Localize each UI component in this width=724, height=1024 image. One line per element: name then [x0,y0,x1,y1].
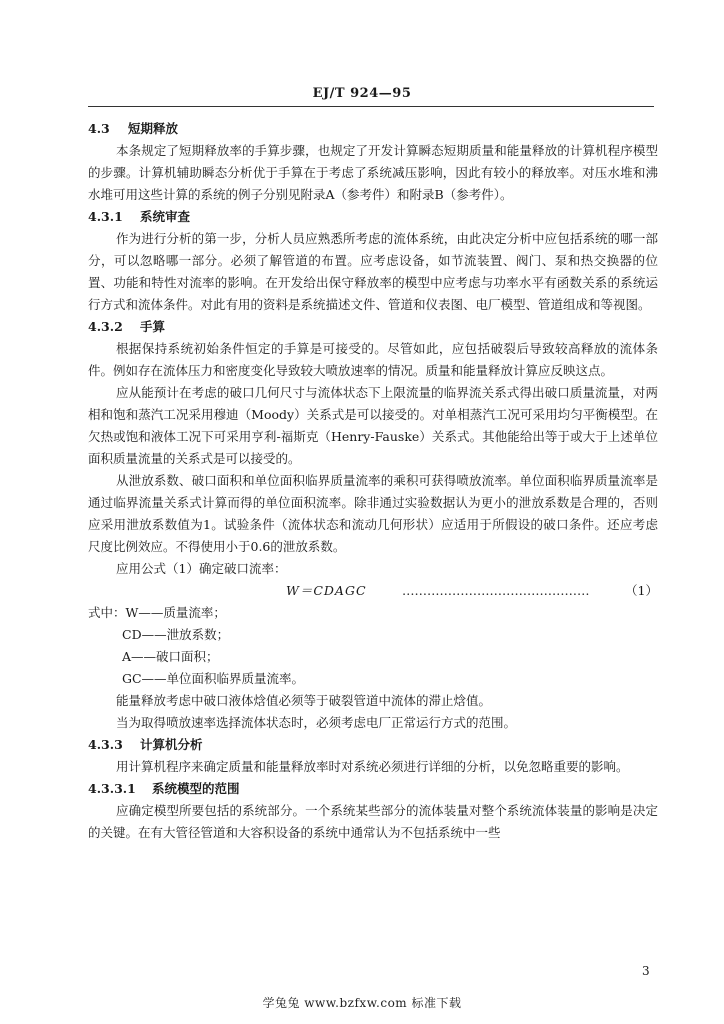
paragraph-formula-intro: 应用公式（1）确定破口流率： [116,561,287,576]
section-4-3-3-1-heading: 4.3.3.1 系统模型的范围 [88,781,240,796]
paragraph-4-3: 本条规定了短期释放率的手算步骤，也规定了开发计算瞬态短期质量和能量释放的计算机程序模型的步骤。计算机辅助瞬态分析优于手算在于考虑了系统减压影响，因此有较小的释放率。对压水堆和沸水堆可用这些计算的系统的例子分别见附录A（参考件）和附录B（参考件）。 [88,143,658,202]
formula-number: （1） [625,583,658,598]
header-rule [88,106,654,107]
definition-gc: GC——单位面积临界质量流率。 [122,671,305,686]
paragraph-4-3-3-1: 应确定模型所要包括的系统部分。一个系统某些部分的流体装量对整个系统流体装量的影响是决定的关键。在有大管径管道和大容积设备的系统中通常认为不包括系统中一些 [88,803,658,840]
definition-cd: CD——泄放系数； [122,627,230,642]
page-number: 3 [642,964,650,978]
section-4-3-2-heading: 4.3.2 手算 [88,319,166,334]
definition-w: 式中：W——质量流率； [88,605,226,620]
section-4-3-1-heading: 4.3.1 系统审查 [88,209,191,224]
paragraph-4-3-2-c: 从泄放系数、破口面积和单位面积临界质量流率的乘积可获得喷放流率。单位面积临界质量流率是通过临界流量关系式计算而得的单位面积流率。除非通过实验数据认为更小的泄放系数是合理的，否则应采用泄放系数值为1。试验条件（流体状态和流动几何形状）应适用于所假设的破口条件。还应考虑尺度比例效应。不得使用小于0.6的泄放系数。 [88,473,658,554]
watermark-footer: 学兔兔 www.bzfxw.com 标准下载 [262,996,462,1010]
formula-expression: W＝CDAGC [286,583,367,598]
section-4-3-heading: 4.3 短期释放 [88,121,179,136]
paragraph-4-3-1: 作为进行分析的第一步，分析人员应熟悉所考虑的流体系统，由此决定分析中应包括系统的哪一部分，可以忽略哪一部分。必须了解管道的布置。应考虑设备，如节流装置、阀门、泵和热交换器的位置、功能和特性对流率的影响。在开发给出保守释放率的模型中应考虑与功率水平有函数关系的系统运行方式和流体条件。对此有用的资料是系统描述文件、管道和仪表图、电厂模型、管道组成和等视图。 [88,231,658,312]
paragraph-4-3-3: 用计算机程序来确定质量和能量释放率时对系统必须进行详细的分析，以免忽略重要的影响。 [116,759,629,774]
standard-code-header: EJ/T 924—95 [312,86,412,101]
formula-leader-dots: ……………………………………… [402,583,590,598]
paragraph-enthalpy: 能量释放考虑中破口液体焓值必须等于破裂管道中流体的滞止焓值。 [116,693,492,708]
section-4-3-3-heading: 4.3.3 计算机分析 [88,737,203,752]
paragraph-operating-range: 当为取得喷放速率选择流体状态时，必须考虑电厂正常运行方式的范围。 [116,715,517,730]
document-body [88,118,658,844]
paragraph-4-3-2-b: 应从能预计在考虑的破口几何尺寸与流体状态下上限流量的临界流关系式得出破口质量流量，对两相和饱和蒸汽工况采用穆迪（Moody）关系式是可以接受的。对单相蒸汽工况可采用均匀平衡模型。在欠热或饱和液体工况下可采用亨利-福斯克（Henry-Fauske）关系式。其他能给出等于或大于上述单位面积质量流量的关系式是可以接受的。 [88,385,658,466]
formula-1 [88,580,658,602]
paragraph-4-3-2-a: 根据保持系统初始条件恒定的手算是可接受的。尽管如此，应包括破裂后导致较高释放的流体条件。例如存在流体压力和密度变化导致较大喷放速率的情况。质量和能量释放计算应反映这点。 [88,341,658,378]
definition-a: A——破口面积； [122,649,219,664]
